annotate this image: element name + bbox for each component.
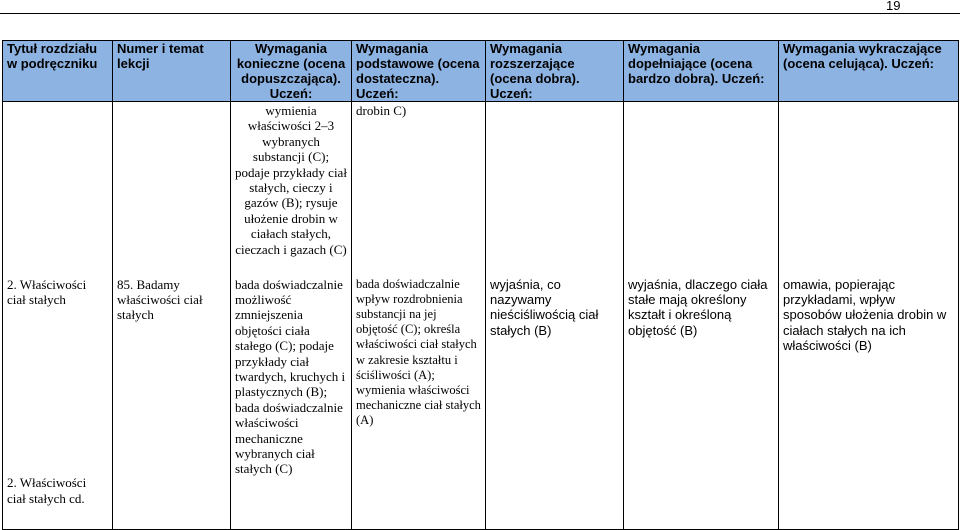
cell-chapter (3, 276, 113, 530)
cell-dopelniajace: wyjaśnia, dlaczego ciała stałe mają określony kształt i określoną objętość (B) (624, 276, 779, 530)
cell-lesson: 85. Badamy właściwości ciał stałych (113, 276, 231, 530)
cell-konieczne-continued: wymienia właściwości 2–3 wybranych substancji (C); podaje przykłady ciał stałych, cieczy i gazów (B); rysuje ułożenie drobin w ciałach stałych, cieczach i gazach (C) (231, 102, 352, 276)
header-chapter: Tytuł rozdziału w podręczniku (3, 41, 113, 102)
chapter-title: 2. Właściwości ciał stałych (7, 276, 87, 307)
table-row-main (3, 276, 959, 530)
header-rozszerzajace: Wymagania rozszerzające (ocena dobra). Uczeń: (486, 41, 624, 102)
cell-wykraczajace: omawia, popierając przykładami, wpływ sposobów ułożenia drobin w ciałach stałych na ich właściwości (B) (779, 276, 959, 530)
cell-konieczne: bada doświadczalnie możliwość zmniejszenia objętości ciała stałego (C); podaje przykłady ciał twardych, kruchych i plastycznych (B); bada doświadczalnie właściwości mechaniczne wybranych ciał stałych (C) (231, 276, 352, 530)
header-konieczne-text: Wymagania konieczne (ocena dopuszczająca). (236, 41, 346, 86)
header-lesson: Numer i temat lekcji (113, 41, 231, 102)
page-number: 19 (886, 0, 901, 13)
cell-podstawowe-continued: drobin C) (352, 102, 486, 276)
chapter-spacer (7, 307, 108, 475)
header-dopelniajace: Wymagania dopełniające (ocena bardzo dobra). Uczeń: (624, 41, 779, 102)
chapter-title-continued: 2. Właściwości ciał stałych cd. (7, 475, 87, 506)
header-rule (0, 13, 960, 14)
cell-rozszerzajace: wyjaśnia, co nazywamy nieściśliwością ciał stałych (B) (486, 276, 624, 530)
table-row-continued (3, 102, 959, 276)
header-wykraczajace: Wymagania wykraczające (ocena celująca). Uczeń: (779, 41, 959, 102)
header-konieczne-uczen: Uczeń: (269, 86, 313, 101)
cell-podstawowe: bada doświadczalnie wpływ rozdrobnienia substancji na jej objętość (C); określa właściwości ciał stałych w zakresie kształtu i ściśliwości (A); wymienia właściwości mechaniczne ciał stałych (A) (352, 276, 486, 530)
header-row (3, 41, 959, 102)
requirements-table (2, 40, 959, 530)
header-podstawowe: Wymagania podstawowe (ocena dostateczna). Uczeń: (352, 41, 486, 102)
header-konieczne (231, 41, 352, 102)
